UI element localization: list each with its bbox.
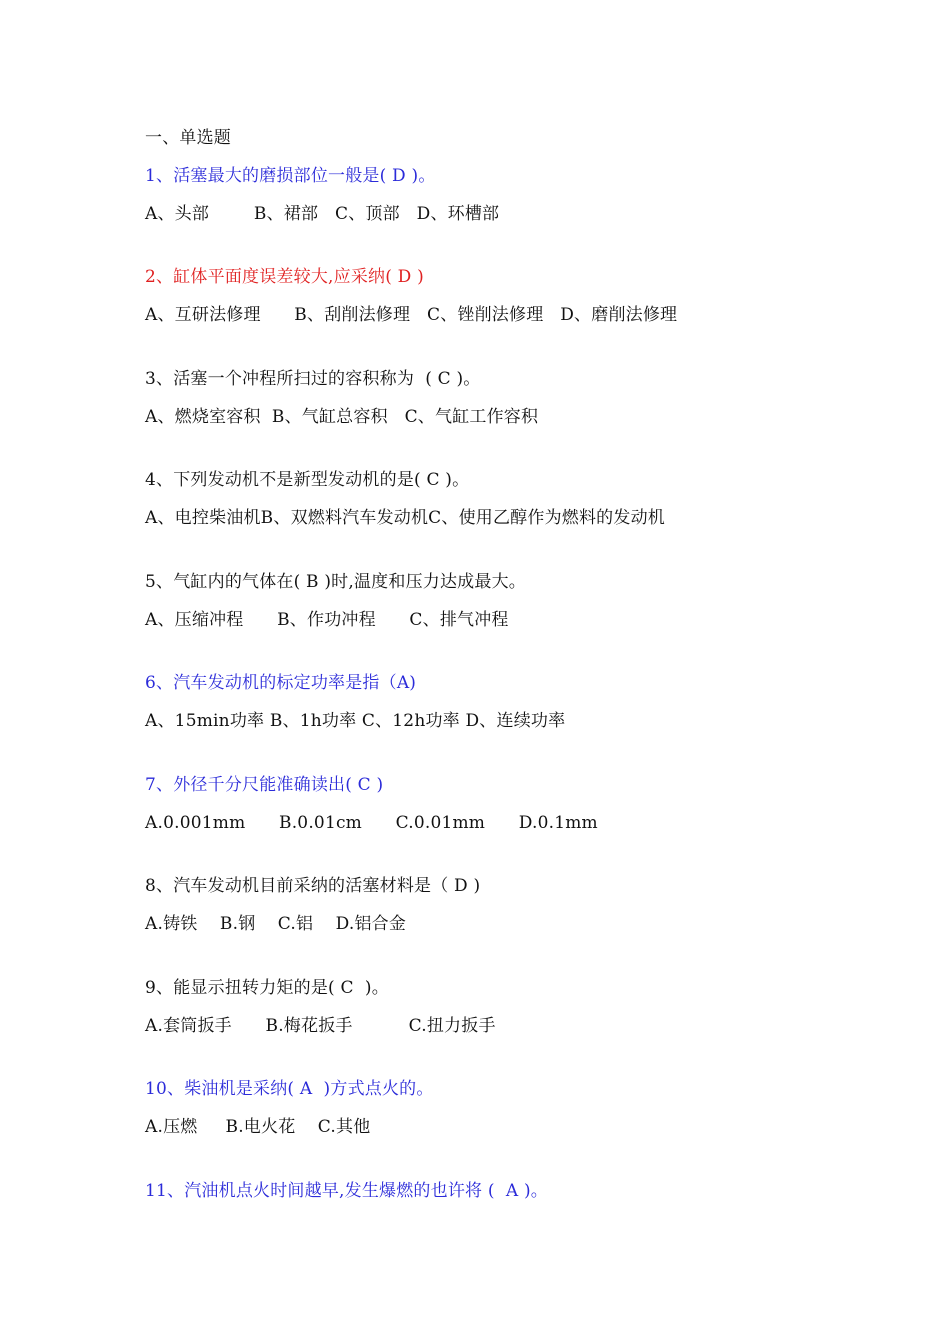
- question-2-options: A、互研法修理 B、刮削法修理 C、锉削法修理 D、磨削法修理: [145, 305, 678, 325]
- question-9: 9、能显示扭转力矩的是( C )。: [145, 978, 389, 998]
- question-3-options: A、燃烧室容积 B、气缸总容积 C、气缸工作容积: [145, 407, 539, 427]
- question-8-options: A.铸铁 B.钢 C.铝 D.铝合金: [145, 914, 407, 934]
- question-1-options: A、头部 B、裙部 C、顶部 D、环槽部: [145, 204, 500, 224]
- question-1: 1、活塞最大的磨损部位一般是( D )。: [145, 166, 436, 186]
- question-11: 11、汽油机点火时间越早,发生爆燃的也许将 ( A )。: [145, 1181, 548, 1201]
- question-5: 5、气缸内的气体在( B )时,温度和压力达成最大。: [145, 572, 526, 592]
- question-2: 2、缸体平面度误差较大,应采纳( D ): [145, 267, 424, 287]
- question-6: 6、汽车发动机的标定功率是指（A): [145, 673, 417, 693]
- question-4-options: A、电控柴油机B、双燃料汽车发动机C、使用乙醇作为燃料的发动机: [145, 508, 665, 528]
- question-10: 10、柴油机是采纳( A )方式点火的。: [145, 1079, 434, 1099]
- question-8: 8、汽车发动机目前采纳的活塞材料是（ D ): [145, 876, 481, 896]
- question-7-options: A.0.001mm B.0.01cm C.0.01mm D.0.1mm: [145, 813, 598, 833]
- question-4: 4、下列发动机不是新型发动机的是( C )。: [145, 470, 470, 490]
- question-5-options: A、压缩冲程 B、作功冲程 C、排气冲程: [145, 610, 509, 630]
- question-6-options: A、15min功率 B、1h功率 C、12h功率 D、连续功率: [145, 711, 566, 731]
- question-7: 7、外径千分尺能准确读出( C ): [145, 775, 384, 795]
- question-3: 3、活塞一个冲程所扫过的容积称为 ( C )。: [145, 369, 481, 389]
- question-9-options: A.套筒扳手 B.梅花扳手 C.扭力扳手: [145, 1016, 496, 1036]
- section-title: 一、单选题: [145, 128, 231, 148]
- question-10-options: A.压燃 B.电火花 C.其他: [145, 1117, 371, 1137]
